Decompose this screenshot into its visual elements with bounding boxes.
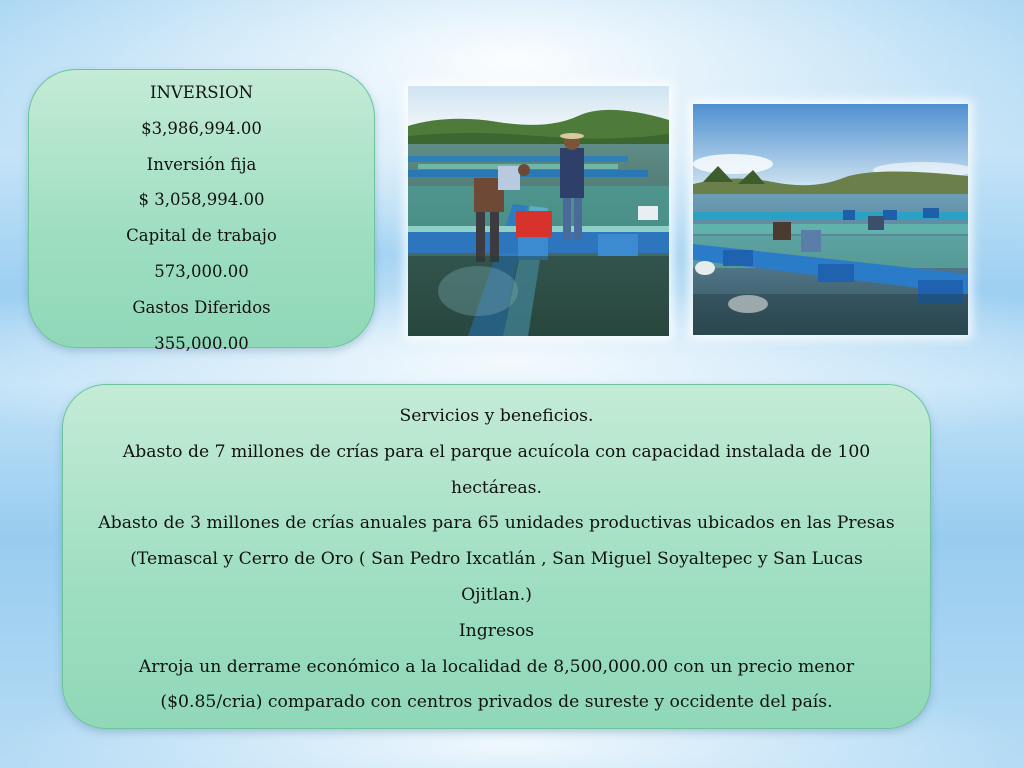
deferred-expenses-value: 355,000.00 [154,333,249,353]
investment-total: $3,986,994.00 [141,118,262,138]
fixed-investment-label: Inversión fija [146,154,257,174]
benefits-panel [62,384,931,729]
deferred-expenses-label: Gastos Diferidos [132,297,271,317]
investment-heading: INVERSION [149,83,254,102]
benefits-paragraph-2: Abasto de 3 millones de crías anuales para 65 unidades productivas ubicados en las Presas (Temascal y Cerro de Oro ( San Pedro Ixcatlán , San Miguel Soyaltepec y San Lucas Ojitlan.) [98,513,895,605]
benefits-paragraph-3: Arroja un derrame económico a la localidad de 8,500,000.00 con un precio menor ($0.85/cria) comparado con centros privados de sureste y occidente del país. [138,656,855,713]
income-heading: Ingresos [458,620,535,641]
benefits-paragraph-1: Abasto de 7 millones de crías para el parque acuícola con capacidad instalada de 100 hectáreas. [122,441,871,498]
investment-panel [28,69,375,353]
fixed-investment-value: $ 3,058,994.00 [138,190,265,210]
working-capital-value: 573,000.00 [154,261,249,281]
benefits-heading: Servicios y beneficios. [399,406,594,426]
workers-at-fish-cages-photo [408,86,669,336]
fish-cage-pens-photo [693,104,968,335]
working-capital-label: Capital de trabajo [126,226,277,246]
